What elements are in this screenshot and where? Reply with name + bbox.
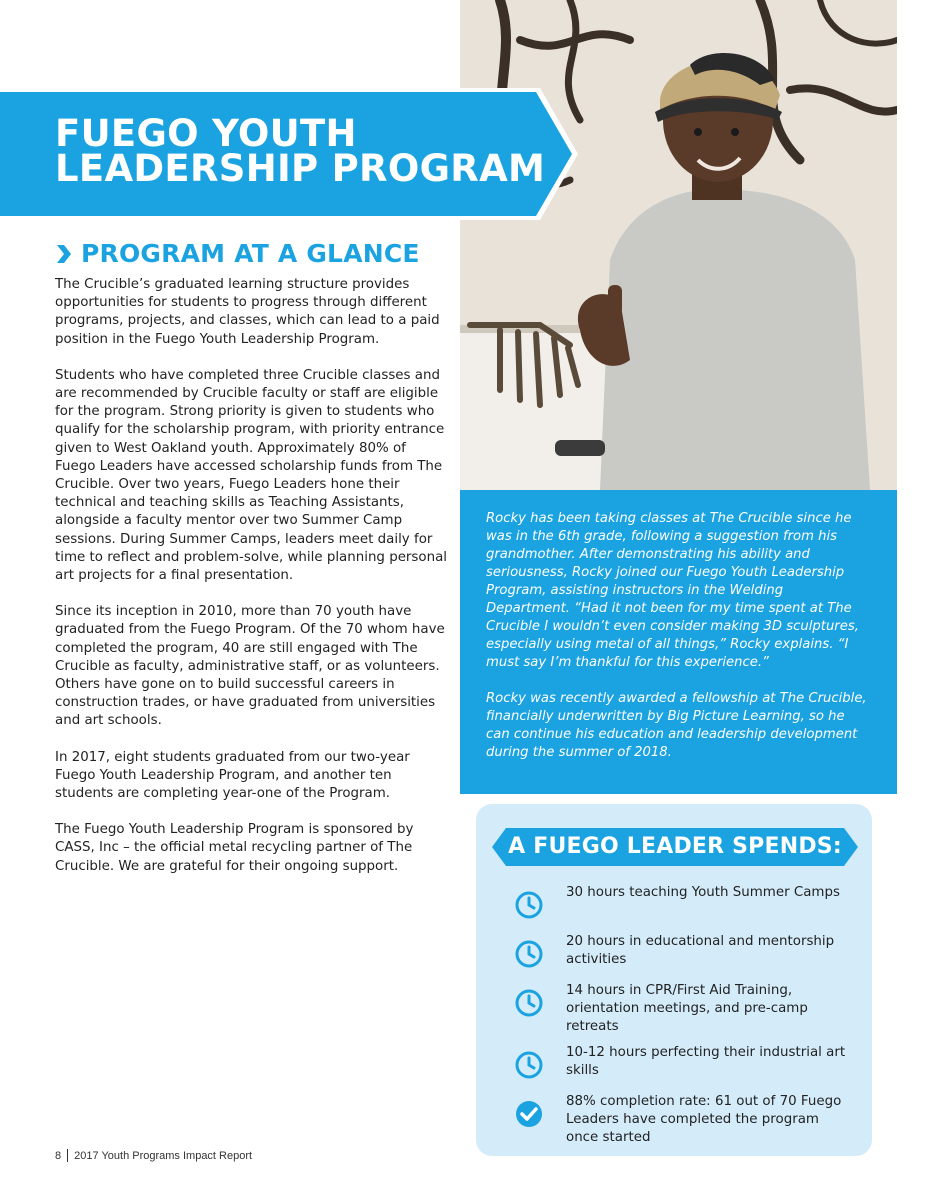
- body-paragraph-4: In 2017, eight students graduated from our two-year Fuego Youth Leadership Program, and another ten students are completing year-one of the Program.: [55, 749, 410, 802]
- spend-item-text: 30 hours teaching Youth Summer Camps: [566, 885, 840, 900]
- spend-item-text: 14 hours in CPR/First Aid Training, orientation meetings, and pre-camp retreats: [566, 983, 808, 1034]
- clock-icon: [514, 982, 548, 1023]
- spend-item-text: 88% completion rate: 61 out of 70 Fuego Leaders have completed the program once started: [566, 1094, 842, 1145]
- clock-icon: [514, 933, 548, 974]
- caption-paragraph-1: Rocky has been taking classes at The Crucible since he was in the 6th grade, following a suggestion from his grandmother. After demonstrating his ability and seriousness, Rocky joined our Fuego Youth Leadership Program, assisting instructors in the Welding Department. “Had it not been for my time spent at The Crucible I wouldn’t even consider making 3D sculptures, especially using metal of all things,” Rocky explains. “I must say I’m thankful for this experience.”: [486, 511, 859, 670]
- page-title: [55, 112, 546, 190]
- list-item: [514, 1044, 854, 1085]
- page-number: 8: [55, 1149, 62, 1162]
- body-paragraph-1: The Crucible’s graduated learning structure provides opportunities for students to progress through different programs, projects, and classes, which can lead to a paid position in the Fuego Youth Leadership Program.: [55, 277, 440, 347]
- body-copy: [55, 276, 450, 894]
- list-item: [514, 1093, 854, 1147]
- page-title-line-1: FUEGO YOUTH: [55, 112, 357, 155]
- spend-item-text: 10-12 hours perfecting their industrial art skills: [566, 1045, 846, 1078]
- footer-divider: [67, 1149, 68, 1162]
- spend-item-text: 20 hours in educational and mentorship activities: [566, 934, 835, 967]
- photo-caption-box: [460, 490, 897, 794]
- page-title-line-2: LEADERSHIP PROGRAM: [55, 147, 546, 190]
- student-photo: [460, 0, 897, 490]
- spends-title: A FUEGO LEADER SPENDS:: [508, 834, 842, 859]
- section-heading: [55, 240, 420, 268]
- student-photo-illustration: [460, 0, 897, 490]
- page-footer: [55, 1149, 252, 1162]
- body-paragraph-2: Students who have completed three Crucible classes and are recommended by Crucible faculty or staff are eligible for the program. Strong priority is given to students who qualify for the scholarship program, with priority entrance given to West Oakland youth. Approximately 80% of Fuego Leaders have accessed scholarship funds from The Crucible. Over two years, Fuego Leaders hone their technical and teaching skills as Teaching Assistants, alongside a faculty mentor over two Summer Camp sessions. During Summer Camps, leaders meet daily for time to reflect and problem-solve, while planning personal art projects for a final presentation.: [55, 367, 448, 584]
- chevron-right-icon: [55, 243, 73, 265]
- clock-icon: [514, 1044, 548, 1085]
- report-title: 2017 Youth Programs Impact Report: [74, 1149, 253, 1162]
- fuego-leader-spends-banner: [492, 828, 858, 866]
- list-item: [514, 982, 854, 1036]
- spends-list: [514, 884, 854, 1155]
- list-item: [514, 884, 854, 925]
- checkmark-icon: [514, 1093, 548, 1134]
- caption-paragraph-2: Rocky was recently awarded a fellowship at The Crucible, financially underwritten by Big Picture Learning, so he can continue his education and leadership development during the summer of 2018.: [486, 691, 867, 760]
- body-paragraph-5: The Fuego Youth Leadership Program is sponsored by CASS, Inc – the official metal recycling partner of The Crucible. We are grateful for their ongoing support.: [55, 822, 414, 874]
- section-heading-text: PROGRAM AT A GLANCE: [81, 239, 420, 268]
- title-banner: [0, 88, 580, 220]
- list-item: [514, 933, 854, 974]
- body-paragraph-3: Since its inception in 2010, more than 70 youth have graduated from the Fuego Program. Of the 70 whom have completed the program, 40 are still engaged with The Crucible as faculty, administrative staff, or as volunteers. Others have gone on to build successful careers in construction trades, or have graduated from universities and art schools.: [55, 604, 445, 729]
- clock-icon: [514, 884, 548, 925]
